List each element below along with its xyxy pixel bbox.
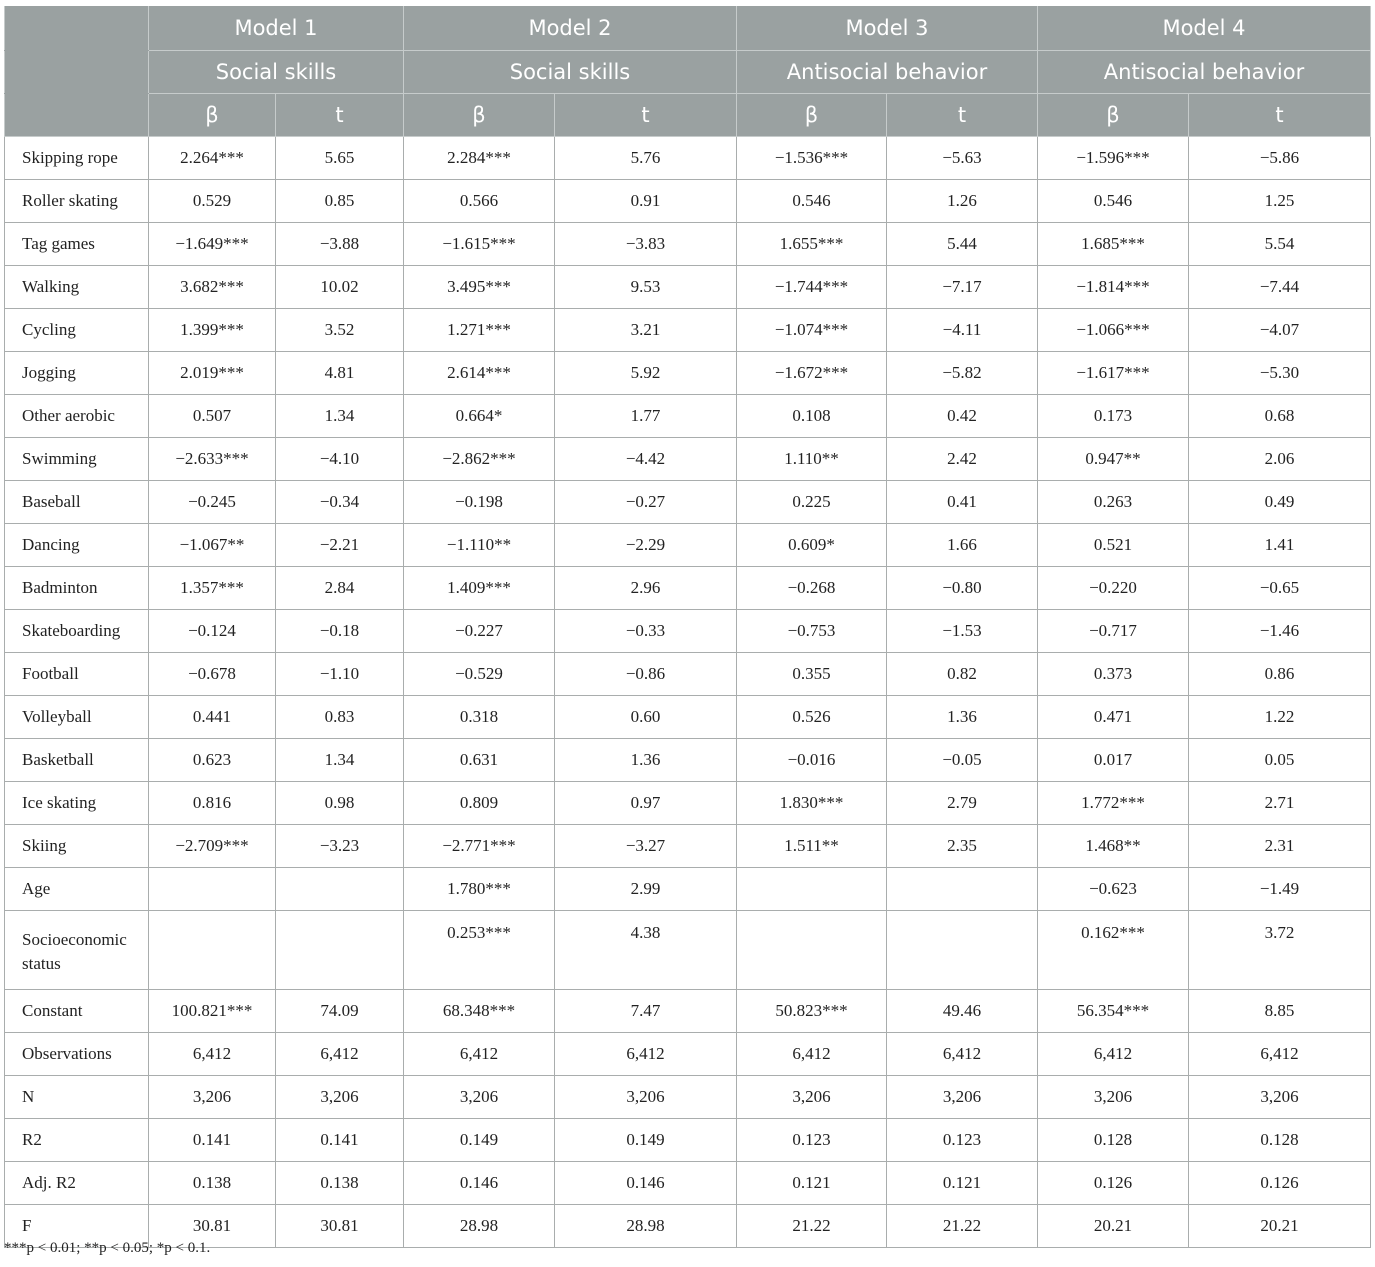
- row-label: Skiing: [5, 825, 149, 868]
- table-cell: 1.772***: [1038, 782, 1189, 825]
- header-corner: [5, 94, 149, 137]
- table-cell: −0.65: [1189, 567, 1371, 610]
- table-cell: −5.63: [887, 137, 1038, 180]
- table-cell: 5.44: [887, 223, 1038, 266]
- table-cell: −5.86: [1189, 137, 1371, 180]
- table-cell: 68.348***: [404, 990, 555, 1033]
- table-cell: 0.609*: [737, 524, 887, 567]
- table-cell: 2.99: [555, 868, 737, 911]
- table-cell: −1.615***: [404, 223, 555, 266]
- table-cell: −1.110**: [404, 524, 555, 567]
- regression-table-container: [4, 6, 1370, 1248]
- table-cell: 20.21: [1189, 1205, 1371, 1248]
- table-row: [5, 911, 1371, 990]
- table-row: [5, 438, 1371, 481]
- table-cell: 74.09: [276, 990, 404, 1033]
- table-cell: 3,206: [149, 1076, 276, 1119]
- table-row: [5, 309, 1371, 352]
- table-cell: 3.495***: [404, 266, 555, 309]
- header-stat: t: [1189, 94, 1371, 137]
- table-cell: 0.138: [149, 1162, 276, 1205]
- table-cell: 0.355: [737, 653, 887, 696]
- table-cell: 6,412: [737, 1033, 887, 1076]
- table-cell: 1.511**: [737, 825, 887, 868]
- table-cell: −2.633***: [149, 438, 276, 481]
- table-cell: −0.245: [149, 481, 276, 524]
- row-label: Football: [5, 653, 149, 696]
- table-row: [5, 696, 1371, 739]
- table-cell: 0.05: [1189, 739, 1371, 782]
- table-cell: −1.10: [276, 653, 404, 696]
- table-cell: 0.123: [737, 1119, 887, 1162]
- table-cell: −4.42: [555, 438, 737, 481]
- table-header: [5, 6, 1371, 137]
- table-cell: 0.162***: [1038, 911, 1189, 990]
- table-cell: 1.468**: [1038, 825, 1189, 868]
- table-cell: −0.86: [555, 653, 737, 696]
- table-cell: 1.780***: [404, 868, 555, 911]
- row-label: Basketball: [5, 739, 149, 782]
- table-cell: −0.268: [737, 567, 887, 610]
- table-cell: [887, 868, 1038, 911]
- table-cell: −4.07: [1189, 309, 1371, 352]
- table-cell: 5.65: [276, 137, 404, 180]
- table-cell: 0.146: [404, 1162, 555, 1205]
- table-cell: −0.717: [1038, 610, 1189, 653]
- table-cell: −2.21: [276, 524, 404, 567]
- header-outcome-1: Social skills: [149, 51, 404, 94]
- table-cell: 0.83: [276, 696, 404, 739]
- table-cell: 50.823***: [737, 990, 887, 1033]
- table-cell: 2.614***: [404, 352, 555, 395]
- table-cell: 2.84: [276, 567, 404, 610]
- table-cell: −0.124: [149, 610, 276, 653]
- table-cell: 20.21: [1038, 1205, 1189, 1248]
- table-cell: 1.41: [1189, 524, 1371, 567]
- table-cell: −0.27: [555, 481, 737, 524]
- table-cell: 6,412: [1189, 1033, 1371, 1076]
- table-row: [5, 1119, 1371, 1162]
- table-cell: −1.617***: [1038, 352, 1189, 395]
- table-cell: 0.507: [149, 395, 276, 438]
- table-cell: 0.98: [276, 782, 404, 825]
- header-stat: β: [737, 94, 887, 137]
- row-label: Jogging: [5, 352, 149, 395]
- table-row: [5, 395, 1371, 438]
- table-cell: 5.54: [1189, 223, 1371, 266]
- table-cell: −1.074***: [737, 309, 887, 352]
- header-stat: β: [149, 94, 276, 137]
- footnote: ***p < 0.01; **p < 0.05; *p < 0.1.: [4, 1240, 211, 1256]
- row-label: N: [5, 1076, 149, 1119]
- table-cell: −7.17: [887, 266, 1038, 309]
- table-cell: 1.22: [1189, 696, 1371, 739]
- table-cell: 1.271***: [404, 309, 555, 352]
- regression-table: [4, 6, 1371, 1248]
- table-cell: [737, 911, 887, 990]
- table-cell: −1.672***: [737, 352, 887, 395]
- table-cell: 0.173: [1038, 395, 1189, 438]
- table-cell: 1.25: [1189, 180, 1371, 223]
- header-stat: t: [555, 94, 737, 137]
- table-cell: 10.02: [276, 266, 404, 309]
- table-cell: −4.11: [887, 309, 1038, 352]
- table-cell: [149, 911, 276, 990]
- row-label: Volleyball: [5, 696, 149, 739]
- table-cell: −3.27: [555, 825, 737, 868]
- table-cell: 0.141: [149, 1119, 276, 1162]
- table-cell: [149, 868, 276, 911]
- table-cell: 0.225: [737, 481, 887, 524]
- table-cell: 100.821***: [149, 990, 276, 1033]
- table-cell: 0.121: [737, 1162, 887, 1205]
- table-cell: 0.141: [276, 1119, 404, 1162]
- table-cell: −1.49: [1189, 868, 1371, 911]
- table-cell: 9.53: [555, 266, 737, 309]
- table-row: [5, 1076, 1371, 1119]
- table-cell: 0.546: [1038, 180, 1189, 223]
- table-cell: 2.96: [555, 567, 737, 610]
- table-row: [5, 567, 1371, 610]
- header-model-1: Model 1: [149, 6, 404, 51]
- table-cell: 0.441: [149, 696, 276, 739]
- table-cell: −5.30: [1189, 352, 1371, 395]
- table-cell: 0.816: [149, 782, 276, 825]
- table-cell: −1.814***: [1038, 266, 1189, 309]
- table-cell: −3.88: [276, 223, 404, 266]
- table-cell: −2.862***: [404, 438, 555, 481]
- table-cell: 0.42: [887, 395, 1038, 438]
- table-cell: −0.016: [737, 739, 887, 782]
- table-cell: 1.66: [887, 524, 1038, 567]
- table-row: [5, 266, 1371, 309]
- table-cell: [887, 911, 1038, 990]
- header-row-models: [5, 6, 1371, 51]
- table-cell: 1.409***: [404, 567, 555, 610]
- table-cell: 0.126: [1189, 1162, 1371, 1205]
- table-cell: 21.22: [887, 1205, 1038, 1248]
- header-stat: β: [1038, 94, 1189, 137]
- table-cell: −4.10: [276, 438, 404, 481]
- table-cell: −0.623: [1038, 868, 1189, 911]
- table-cell: 28.98: [555, 1205, 737, 1248]
- row-label: Roller skating: [5, 180, 149, 223]
- table-cell: 1.399***: [149, 309, 276, 352]
- row-label: Observations: [5, 1033, 149, 1076]
- table-cell: 0.128: [1189, 1119, 1371, 1162]
- row-label: Swimming: [5, 438, 149, 481]
- table-cell: 3,206: [887, 1076, 1038, 1119]
- table-cell: 49.46: [887, 990, 1038, 1033]
- table-cell: 1.685***: [1038, 223, 1189, 266]
- table-cell: −0.220: [1038, 567, 1189, 610]
- table-cell: 6,412: [276, 1033, 404, 1076]
- table-cell: −3.83: [555, 223, 737, 266]
- table-cell: 0.149: [555, 1119, 737, 1162]
- table-cell: [737, 868, 887, 911]
- header-model-3: Model 3: [737, 6, 1038, 51]
- table-cell: 2.264***: [149, 137, 276, 180]
- table-cell: 7.47: [555, 990, 737, 1033]
- table-cell: −3.23: [276, 825, 404, 868]
- row-label: Baseball: [5, 481, 149, 524]
- header-stat: t: [887, 94, 1038, 137]
- table-cell: 3.52: [276, 309, 404, 352]
- table-cell: 28.98: [404, 1205, 555, 1248]
- table-cell: 0.017: [1038, 739, 1189, 782]
- table-cell: 0.149: [404, 1119, 555, 1162]
- table-cell: −1.596***: [1038, 137, 1189, 180]
- table-cell: 1.357***: [149, 567, 276, 610]
- row-label: Cycling: [5, 309, 149, 352]
- header-row-stats: [5, 94, 1371, 137]
- table-cell: 0.263: [1038, 481, 1189, 524]
- table-cell: 0.146: [555, 1162, 737, 1205]
- table-cell: 8.85: [1189, 990, 1371, 1033]
- table-row: [5, 990, 1371, 1033]
- header-corner: [5, 51, 149, 94]
- table-cell: 0.128: [1038, 1119, 1189, 1162]
- row-label: Dancing: [5, 524, 149, 567]
- header-stat: t: [276, 94, 404, 137]
- table-cell: 3,206: [555, 1076, 737, 1119]
- table-cell: 4.81: [276, 352, 404, 395]
- table-cell: 0.318: [404, 696, 555, 739]
- row-label: Tag games: [5, 223, 149, 266]
- row-label: Badminton: [5, 567, 149, 610]
- table-cell: 2.42: [887, 438, 1038, 481]
- table-cell: 2.31: [1189, 825, 1371, 868]
- table-row: [5, 739, 1371, 782]
- table-cell: 0.809: [404, 782, 555, 825]
- table-cell: 0.82: [887, 653, 1038, 696]
- table-cell: −0.18: [276, 610, 404, 653]
- table-cell: 2.06: [1189, 438, 1371, 481]
- table-cell: −0.33: [555, 610, 737, 653]
- row-label: F: [5, 1205, 149, 1248]
- header-stat: β: [404, 94, 555, 137]
- table-cell: 3.21: [555, 309, 737, 352]
- row-label: Constant: [5, 990, 149, 1033]
- table-row: [5, 223, 1371, 266]
- table-cell: 2.019***: [149, 352, 276, 395]
- table-cell: 0.526: [737, 696, 887, 739]
- table-cell: 1.830***: [737, 782, 887, 825]
- table-cell: 1.110**: [737, 438, 887, 481]
- table-cell: −1.744***: [737, 266, 887, 309]
- table-cell: 6,412: [149, 1033, 276, 1076]
- table-cell: 0.546: [737, 180, 887, 223]
- table-cell: 0.123: [887, 1119, 1038, 1162]
- table-cell: 6,412: [404, 1033, 555, 1076]
- table-cell: 0.664*: [404, 395, 555, 438]
- table-cell: 1.36: [887, 696, 1038, 739]
- table-row: [5, 868, 1371, 911]
- table-row: [5, 524, 1371, 567]
- table-cell: 1.36: [555, 739, 737, 782]
- table-cell: 0.623: [149, 739, 276, 782]
- table-cell: 0.108: [737, 395, 887, 438]
- table-cell: 1.34: [276, 739, 404, 782]
- table-cell: 0.631: [404, 739, 555, 782]
- table-cell: 0.86: [1189, 653, 1371, 696]
- row-label: Walking: [5, 266, 149, 309]
- table-cell: 1.34: [276, 395, 404, 438]
- header-outcome-4: Antisocial behavior: [1038, 51, 1371, 94]
- table-cell: 2.79: [887, 782, 1038, 825]
- table-cell: 3,206: [1038, 1076, 1189, 1119]
- table-cell: 56.354***: [1038, 990, 1189, 1033]
- table-row: [5, 610, 1371, 653]
- table-cell: 3,206: [404, 1076, 555, 1119]
- table-row: [5, 481, 1371, 524]
- table-cell: 0.126: [1038, 1162, 1189, 1205]
- table-row: [5, 1033, 1371, 1076]
- table-row: [5, 1162, 1371, 1205]
- table-cell: −0.05: [887, 739, 1038, 782]
- table-cell: 2.284***: [404, 137, 555, 180]
- table-cell: 3.72: [1189, 911, 1371, 990]
- table-cell: 0.138: [276, 1162, 404, 1205]
- table-cell: 0.566: [404, 180, 555, 223]
- table-cell: 0.521: [1038, 524, 1189, 567]
- table-cell: 30.81: [276, 1205, 404, 1248]
- table-cell: 5.76: [555, 137, 737, 180]
- row-label: Skipping rope: [5, 137, 149, 180]
- table-cell: −1.067**: [149, 524, 276, 567]
- table-cell: 0.373: [1038, 653, 1189, 696]
- table-cell: 6,412: [1038, 1033, 1189, 1076]
- table-row: [5, 137, 1371, 180]
- table-cell: −2.29: [555, 524, 737, 567]
- table-cell: −0.753: [737, 610, 887, 653]
- table-cell: −0.198: [404, 481, 555, 524]
- table-cell: −1.536***: [737, 137, 887, 180]
- table-cell: [276, 911, 404, 990]
- table-cell: 30.81: [149, 1205, 276, 1248]
- table-row: [5, 653, 1371, 696]
- table-cell: −7.44: [1189, 266, 1371, 309]
- row-label: Skateboarding: [5, 610, 149, 653]
- table-cell: 1.655***: [737, 223, 887, 266]
- table-cell: 2.71: [1189, 782, 1371, 825]
- table-cell: 3,206: [1189, 1076, 1371, 1119]
- header-outcome-3: Antisocial behavior: [737, 51, 1038, 94]
- table-cell: 0.253***: [404, 911, 555, 990]
- table-cell: 0.529: [149, 180, 276, 223]
- row-label: Socioeconomic status: [5, 911, 149, 990]
- table-cell: 0.68: [1189, 395, 1371, 438]
- row-label: Age: [5, 868, 149, 911]
- row-label: Other aerobic: [5, 395, 149, 438]
- table-cell: 1.26: [887, 180, 1038, 223]
- table-cell: −1.649***: [149, 223, 276, 266]
- table-cell: 0.121: [887, 1162, 1038, 1205]
- row-label: R2: [5, 1119, 149, 1162]
- table-cell: −1.066***: [1038, 309, 1189, 352]
- table-cell: 0.49: [1189, 481, 1371, 524]
- table-cell: 0.60: [555, 696, 737, 739]
- table-cell: −5.82: [887, 352, 1038, 395]
- table-cell: 6,412: [555, 1033, 737, 1076]
- table-cell: 3,206: [276, 1076, 404, 1119]
- header-corner: [5, 6, 149, 51]
- table-cell: −1.53: [887, 610, 1038, 653]
- table-cell: −0.34: [276, 481, 404, 524]
- table-cell: [276, 868, 404, 911]
- table-row: [5, 825, 1371, 868]
- table-cell: 0.85: [276, 180, 404, 223]
- table-cell: −2.771***: [404, 825, 555, 868]
- table-cell: 4.38: [555, 911, 737, 990]
- table-cell: 0.947**: [1038, 438, 1189, 481]
- table-cell: −0.678: [149, 653, 276, 696]
- table-cell: 3,206: [737, 1076, 887, 1119]
- table-cell: 0.97: [555, 782, 737, 825]
- header-row-outcomes: [5, 51, 1371, 94]
- table-row: [5, 782, 1371, 825]
- header-model-2: Model 2: [404, 6, 737, 51]
- table-cell: −2.709***: [149, 825, 276, 868]
- row-label: Adj. R2: [5, 1162, 149, 1205]
- table-row: [5, 352, 1371, 395]
- table-cell: 0.91: [555, 180, 737, 223]
- table-cell: 0.41: [887, 481, 1038, 524]
- table-cell: −0.80: [887, 567, 1038, 610]
- table-cell: 2.35: [887, 825, 1038, 868]
- header-model-4: Model 4: [1038, 6, 1371, 51]
- table-row: [5, 180, 1371, 223]
- table-cell: 6,412: [887, 1033, 1038, 1076]
- table-cell: −0.529: [404, 653, 555, 696]
- table-cell: 3.682***: [149, 266, 276, 309]
- table-cell: 5.92: [555, 352, 737, 395]
- table-body: [5, 137, 1371, 1248]
- table-cell: 0.471: [1038, 696, 1189, 739]
- header-outcome-2: Social skills: [404, 51, 737, 94]
- row-label: Ice skating: [5, 782, 149, 825]
- table-cell: 21.22: [737, 1205, 887, 1248]
- table-cell: −0.227: [404, 610, 555, 653]
- table-cell: −1.46: [1189, 610, 1371, 653]
- table-cell: 1.77: [555, 395, 737, 438]
